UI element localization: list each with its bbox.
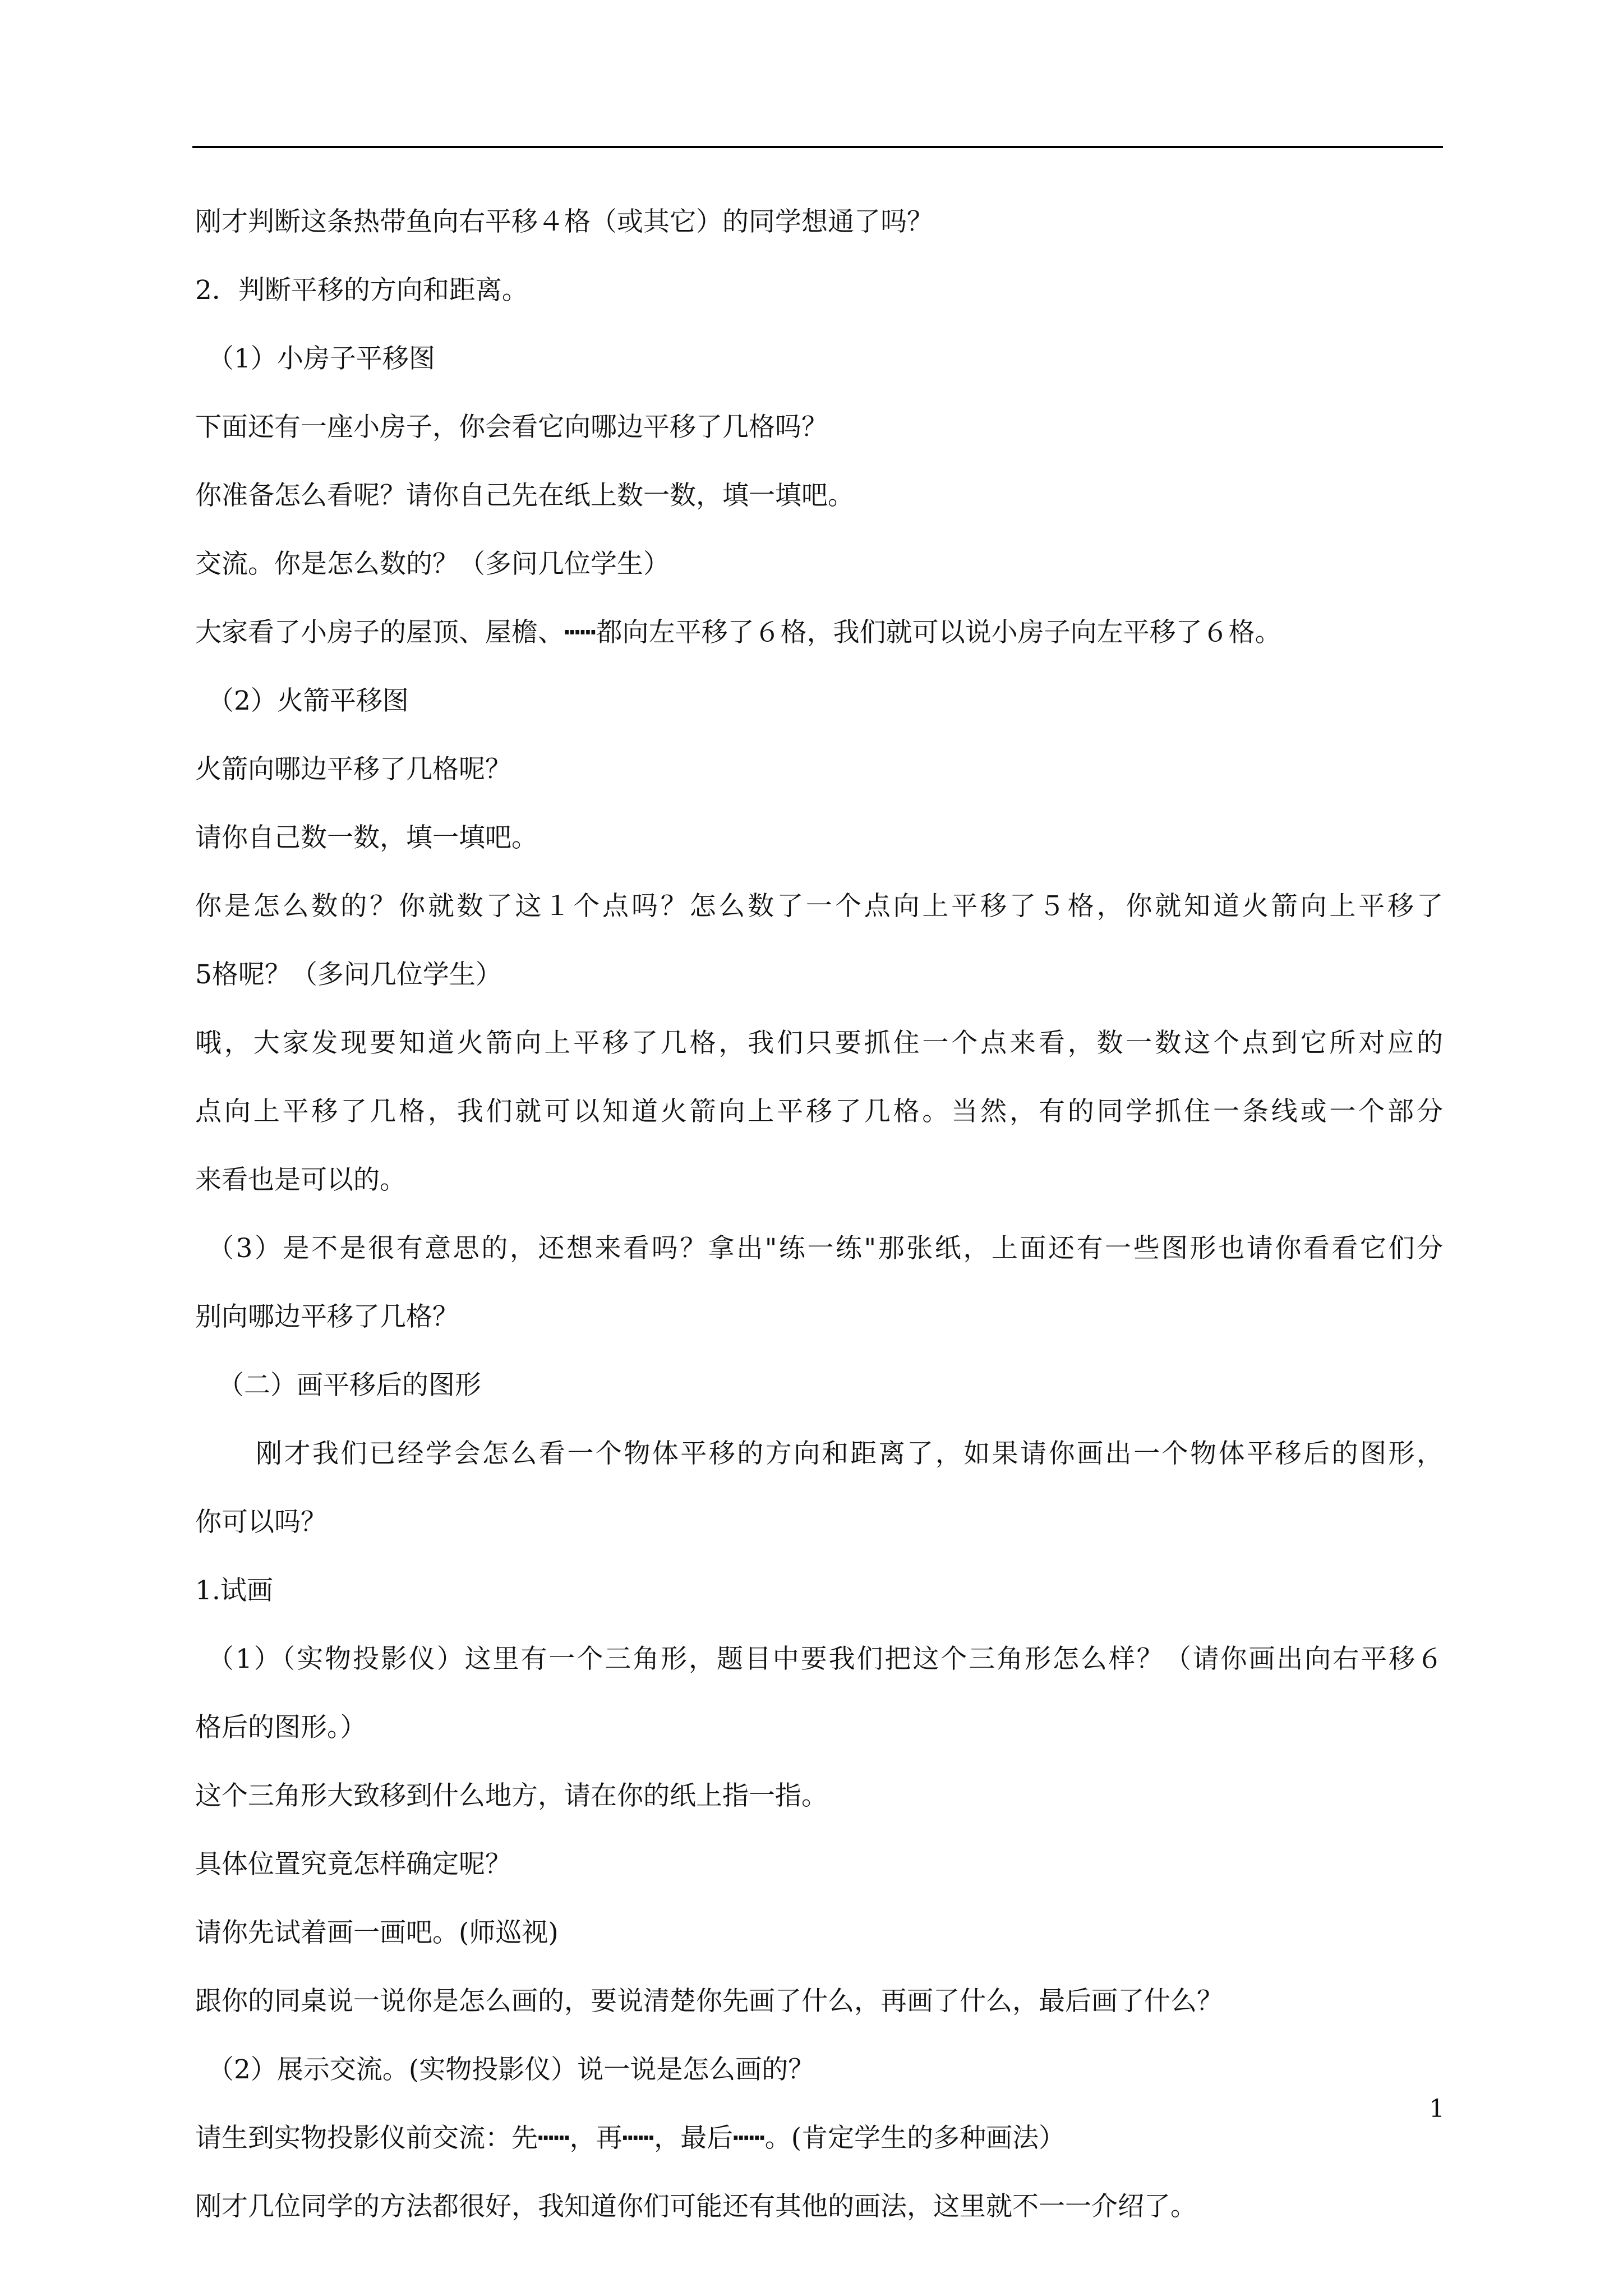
text-line: （3）是不是很有意思的，还想来看吗？拿出"练一练"那张纸，上面还有一些图形也请你看看它们分	[208, 1233, 1443, 1264]
text-line: 刚才判断这条热带鱼向右平移４格（或其它）的同学想通了吗？	[195, 206, 933, 237]
text-line: 下面还有一座小房子，你会看它向哪边平移了几格吗？	[195, 412, 828, 443]
text-line: 1.试画	[195, 1575, 273, 1606]
text-line: 具体位置究竟怎样确定呢？	[195, 1849, 511, 1880]
text-line: 跟你的同桌说一说你是怎么画的，要说清楚你先画了什么，再画了什么，最后画了什么？	[195, 1986, 1223, 2017]
text-line: （1）（实物投影仪）这里有一个三角形，题目中要我们把这个三角形怎么样？（请你画出向右平移６	[208, 1644, 1443, 1674]
text-line: 交流。你是怎么数的？（多问几位学生）	[195, 549, 670, 579]
text-line: 你可以吗？	[195, 1507, 327, 1538]
text-line: 火箭向哪边平移了几格呢？	[195, 754, 511, 785]
text-line: 请你自己数一数，填一填吧。	[195, 822, 538, 853]
text-line: 点向上平移了几格，我们就可以知道火箭向上平移了几格。当然，有的同学抓住一条线或一个部分	[195, 1096, 1443, 1127]
document-body	[195, 202, 1443, 2255]
page-number: 1	[1429, 2095, 1445, 2123]
text-line: 别向哪边平移了几格？	[195, 1301, 459, 1332]
text-line: 哦，大家发现要知道火箭向上平移了几格，我们只要抓住一个点来看，数一数这个点到它所对应的	[195, 1028, 1443, 1059]
text-line: （2）展示交流。(实物投影仪）说一说是怎么画的？	[208, 2054, 815, 2085]
text-line: 请你先试着画一画吧。(师巡视)	[195, 1917, 559, 1948]
text-line: 你是怎么数的？你就数了这１个点吗？怎么数了一个点向上平移了５格，你就知道火箭向上平移了	[195, 891, 1443, 922]
text-line: 这个三角形大致移到什么地方，请在你的纸上指一指。	[195, 1780, 828, 1811]
text-line: 刚才几位同学的方法都很好，我知道你们可能还有其他的画法，这里就不一一介绍了。	[195, 2191, 1197, 2222]
text-line: 请生到实物投影仪前交流：先┅┅，再┅┅，最后┅┅。(肯定学生的多种画法）	[195, 2123, 1066, 2154]
text-line: 来看也是可以的。	[195, 1165, 406, 1195]
text-line: 大家看了小房子的屋顶、屋檐、┅┅都向左平移了６格，我们就可以说小房子向左平移了６格。	[195, 617, 1281, 648]
text-line: （2）火箭平移图	[208, 685, 409, 716]
text-line: （1）小房子平移图	[208, 343, 435, 374]
text-line: 2．判断平移的方向和距离。	[195, 275, 528, 306]
text-line: 刚才我们已经学会怎么看一个物体平移的方向和距离了，如果请你画出一个物体平移后的图形，	[256, 1438, 1443, 1469]
header-rule	[192, 146, 1443, 148]
section-heading: （二）画平移后的图形	[218, 1370, 481, 1401]
text-line: 你准备怎么看呢？请你自己先在纸上数一数，填一填吧。	[195, 480, 854, 511]
text-line: 格后的图形。）	[195, 1712, 367, 1743]
text-line: 5格呢？（多问几位学生）	[195, 959, 502, 990]
